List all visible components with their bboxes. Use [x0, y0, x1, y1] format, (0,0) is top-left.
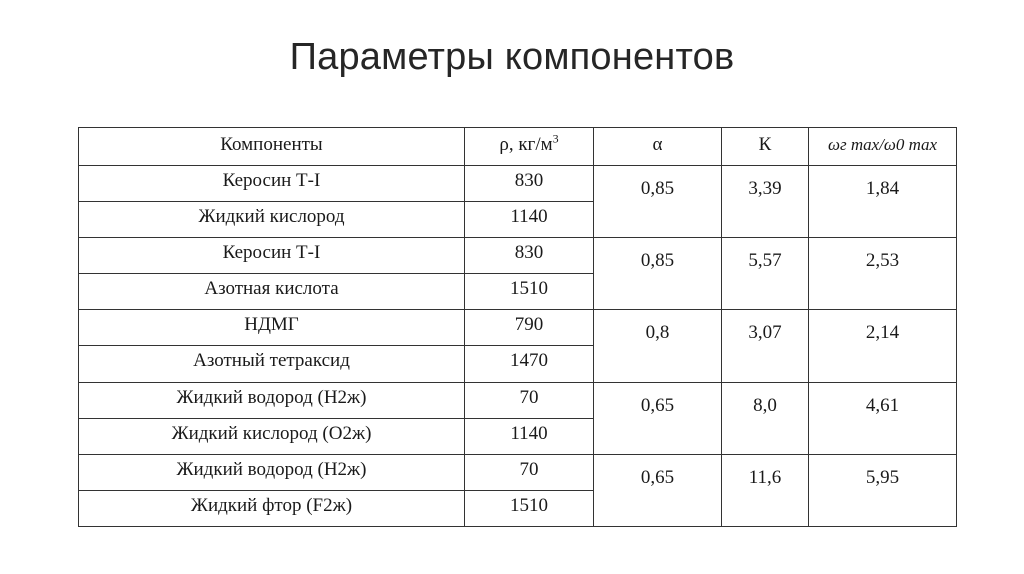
omega-ratio-cell: 2,14: [809, 310, 957, 382]
header-density-label: ρ, кг/м: [499, 134, 553, 155]
k-cell: 3,07: [722, 310, 809, 382]
omega-ratio-cell: 2,53: [809, 238, 957, 310]
table-row: [79, 166, 957, 202]
density-cell: 1510: [465, 490, 594, 526]
density-cell: 830: [465, 238, 594, 274]
header-k: К: [722, 128, 809, 166]
alpha-cell: 0,85: [594, 166, 722, 238]
density-cell: 70: [465, 382, 594, 418]
header-omega-ratio: ωг max/ω0 max: [809, 128, 957, 166]
table-row: [79, 382, 957, 418]
header-density-sup: 3: [552, 131, 559, 146]
table-row: [79, 238, 957, 274]
table-row: [79, 310, 957, 346]
component-name-cell: Керосин Т-I: [79, 166, 465, 202]
density-cell: 830: [465, 166, 594, 202]
k-cell: 5,57: [722, 238, 809, 310]
omega-ratio-cell: 5,95: [809, 454, 957, 526]
alpha-cell: 0,65: [594, 454, 722, 526]
density-cell: 1140: [465, 418, 594, 454]
omega-ratio-cell: 1,84: [809, 166, 957, 238]
density-cell: 1470: [465, 346, 594, 382]
header-components: Компоненты: [79, 128, 465, 166]
component-name-cell: Жидкий водород (H2ж): [79, 382, 465, 418]
table-row: [79, 454, 957, 490]
component-name-cell: НДМГ: [79, 310, 465, 346]
components-table-container: [78, 127, 956, 527]
component-name-cell: Азотный тетраксид: [79, 346, 465, 382]
k-cell: 11,6: [722, 454, 809, 526]
omega-ratio-cell: 4,61: [809, 382, 957, 454]
density-cell: 1140: [465, 202, 594, 238]
density-cell: 1510: [465, 274, 594, 310]
alpha-cell: 0,85: [594, 238, 722, 310]
header-alpha: α: [594, 128, 722, 166]
component-name-cell: Жидкий кислород (O2ж): [79, 418, 465, 454]
density-cell: 790: [465, 310, 594, 346]
table-header-row: [79, 128, 957, 166]
alpha-cell: 0,8: [594, 310, 722, 382]
density-cell: 70: [465, 454, 594, 490]
component-name-cell: Жидкий кислород: [79, 202, 465, 238]
header-density: [465, 128, 594, 166]
components-table: [78, 127, 957, 527]
slide-title: Параметры компонентов: [289, 36, 735, 78]
component-name-cell: Жидкий водород (H2ж): [79, 454, 465, 490]
component-name-cell: Азотная кислота: [79, 274, 465, 310]
component-name-cell: Керосин Т-I: [79, 238, 465, 274]
k-cell: 3,39: [722, 166, 809, 238]
k-cell: 8,0: [722, 382, 809, 454]
component-name-cell: Жидкий фтор (F2ж): [79, 490, 465, 526]
alpha-cell: 0,65: [594, 382, 722, 454]
